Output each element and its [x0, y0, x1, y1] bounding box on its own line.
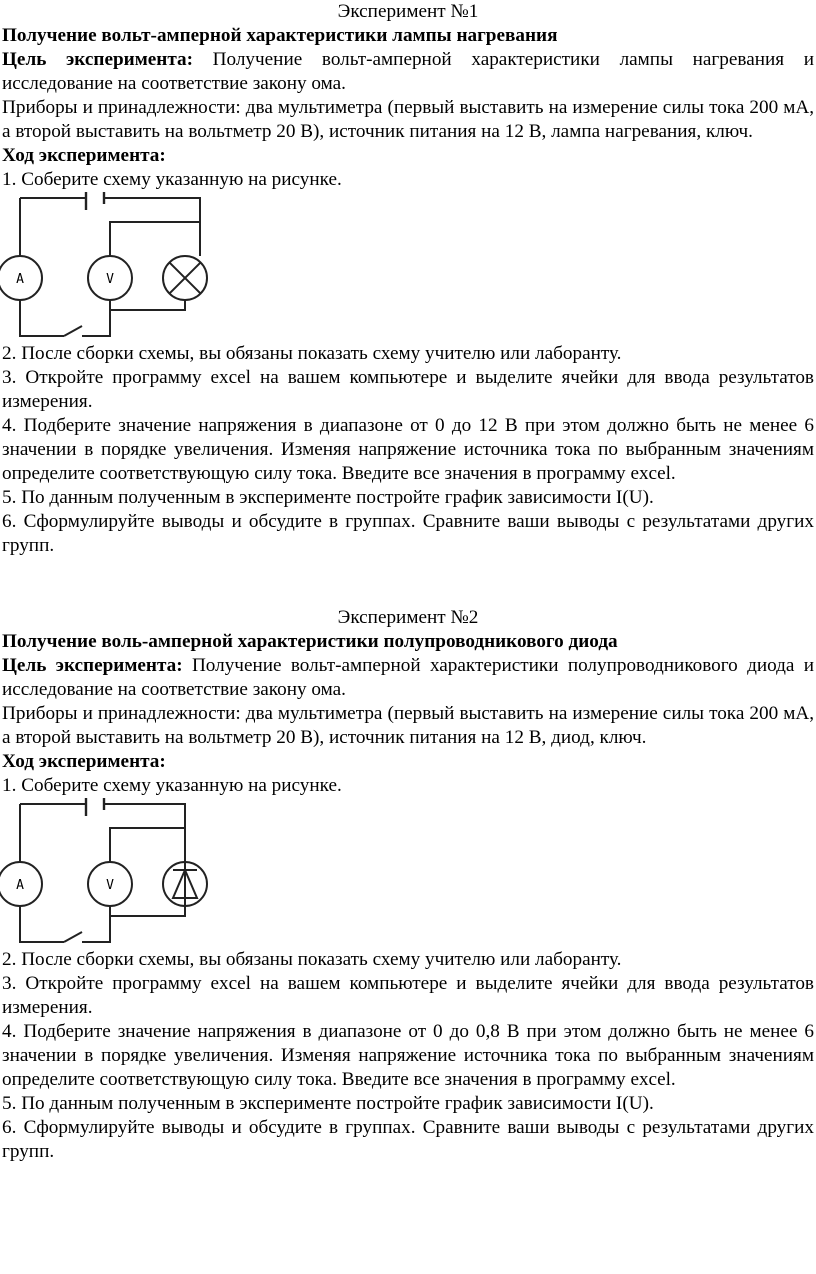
exp1-step-3: 3. Откройте программу excel на вашем компьютере и выделите ячейки для ввода результатов измерения.: [2, 367, 814, 412]
exp2-equipment: Приборы и принадлежности: два мультиметра (первый выставить на измерение силы тока 200 мА, а второй выставить на вольтметр 20 В), источник питания на 12 В, диод, ключ.: [2, 703, 814, 748]
exp2-step-6: 6. Сформулируйте выводы и обсудите в группах. Сравните ваши выводы с результатами других групп.: [2, 1117, 814, 1162]
exp1-goal-label: Цель эксперимента:: [2, 49, 193, 70]
exp2-wire-bottom: [82, 906, 110, 942]
exp2-wire-top: [20, 804, 185, 828]
exp2-goal: [0, 654, 814, 702]
exp2-step-1: 1. Соберите схему указанную на рисунке.: [2, 775, 342, 796]
exp1-procedure-label: Ход эксперимента:: [2, 145, 166, 166]
exp2-wire-inner: [110, 828, 185, 862]
exp2-step-3: 3. Откройте программу excel на вашем компьютере и выделите ячейки для ввода результатов измерения.: [2, 973, 814, 1018]
exp2-ammeter-label: A: [16, 878, 24, 893]
exp1-goal: [0, 48, 814, 96]
exp2-heading: Эксперимент №2: [337, 607, 479, 628]
section-spacer: [0, 558, 816, 606]
exp1-voltmeter-label: V: [106, 272, 114, 287]
exp1-step-4: 4. Подберите значение напряжения в диапазоне от 0 до 12 В при этом должно быть не менее 6 значении в порядке увеличения. Изменяя напряжение источника тока по выбранным значениям определите соответствующую силу тока. Введите все значения в программу excel.: [2, 415, 814, 484]
exp2-wire-left: [20, 804, 64, 942]
exp1-step-5: 5. По данным полученным в эксперименте постройте график зависимости I(U).: [2, 487, 654, 508]
exp2-wire-inner-bottom: [110, 906, 185, 916]
exp2-voltmeter-label: V: [106, 878, 114, 893]
exp1-step-6: 6. Сформулируйте выводы и обсудите в группах. Сравните ваши выводы с результатами других групп.: [2, 511, 814, 556]
exp2-step-2: 2. После сборки схемы, вы обязаны показать схему учителю или лаборанту.: [2, 949, 622, 970]
exp2-step-4: 4. Подберите значение напряжения в диапазоне от 0 до 0,8 В при этом должно быть не менее 6 значении в порядке увеличения. Изменяя напряжение источника тока по выбранным значениям определите соответствующую силу тока. Введите все значения в программу excel.: [2, 1021, 814, 1090]
exp1-switch-lever: [64, 326, 82, 336]
exp2-goal-text: Получение вольт-амперной характеристики полупроводникового диода и исследование на соответствие закону ома.: [2, 655, 814, 700]
exp1-step-1: 1. Соберите схему указанную на рисунке.: [2, 169, 342, 190]
exp2-switch-lever: [64, 932, 82, 942]
exp2-title: Получение воль-амперной характеристики полупроводникового диода: [2, 631, 618, 652]
exp1-equipment: Приборы и принадлежности: два мультиметра (первый выставить на измерение силы тока 200 мА, а второй выставить на вольтметр 20 В), источник питания на 12 В, лампа нагревания, ключ.: [2, 97, 814, 142]
exp1-wire-inner-bottom: [110, 300, 185, 310]
exp1-wire-top: [20, 198, 200, 222]
exp2-circuit-diagram: [0, 798, 240, 948]
exp1-wire-left: [20, 198, 64, 336]
exp1-ammeter-label: A: [16, 272, 24, 287]
exp2-step-5: 5. По данным полученным в эксперименте постройте график зависимости I(U).: [2, 1093, 654, 1114]
exp1-wire-inner: [110, 222, 200, 256]
exp2-goal-label: Цель эксперимента:: [2, 655, 183, 676]
exp2-procedure-label: Ход эксперимента:: [2, 751, 166, 772]
exp1-goal-text: Получение вольт-амперной характеристики лампы нагревания и исследование на соответствие закону ома.: [2, 49, 814, 94]
exp1-step-2: 2. После сборки схемы, вы обязаны показать схему учителю или лаборанту.: [2, 343, 622, 364]
exp1-wire-bottom: [82, 300, 110, 336]
exp1-circuit-diagram: [0, 192, 240, 342]
exp1-title: Получение вольт-амперной характеристики лампы нагревания: [2, 25, 558, 46]
exp1-heading: Эксперимент №1: [337, 1, 479, 22]
